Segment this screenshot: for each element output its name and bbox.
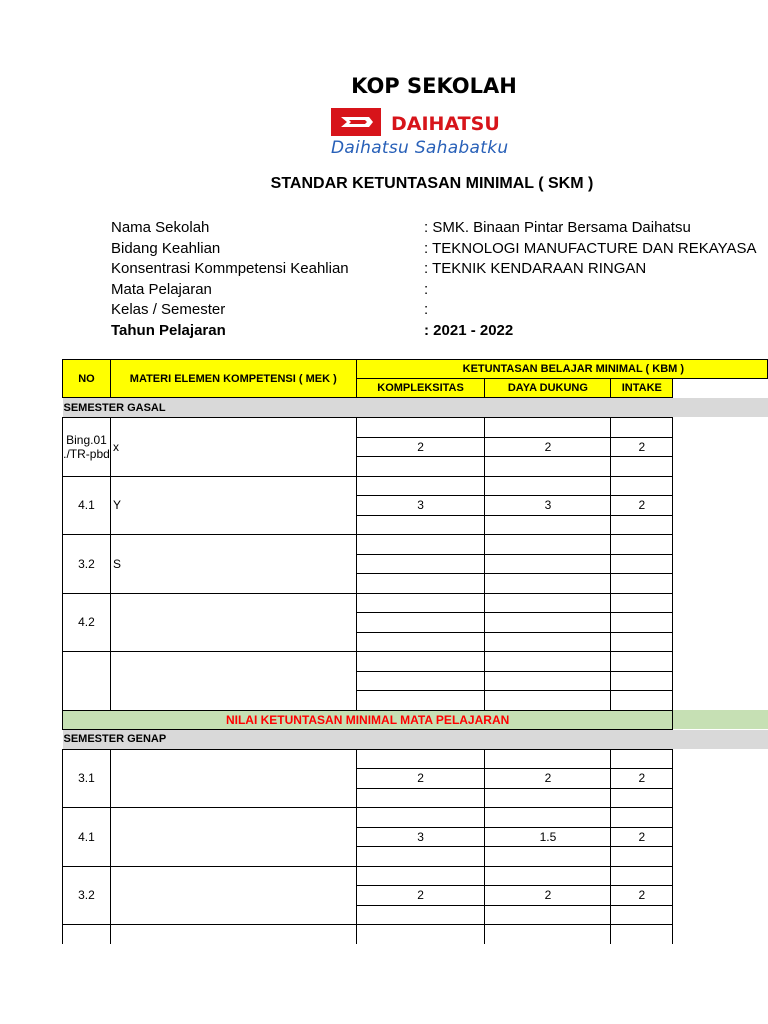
- info-label: Bidang Keahlian: [111, 239, 221, 257]
- cell-intake: [611, 866, 673, 886]
- cell-daya: [485, 476, 611, 496]
- cell-kompleksitas: [356, 671, 485, 691]
- empty-cell: [110, 925, 356, 944]
- row-spacer: [673, 613, 768, 633]
- table-row: [63, 418, 768, 438]
- row-number: 4.1: [63, 476, 111, 535]
- cell-daya: [485, 632, 611, 652]
- skm-table: [62, 359, 768, 944]
- cell-intake: 2: [611, 827, 673, 847]
- info-label: Nama Sekolah: [111, 219, 210, 236]
- row-number: 3.2: [63, 866, 111, 925]
- row-spacer: [673, 671, 768, 691]
- cell-kompleksitas: 2: [356, 886, 485, 906]
- cell-daya: [485, 652, 611, 672]
- col-header-kbm: KETUNTASAN BELAJAR MINIMAL ( KBM ): [356, 360, 767, 379]
- cell-daya: [485, 613, 611, 633]
- info-value: :: [424, 280, 429, 298]
- cell-intake: [611, 671, 673, 691]
- info-label: Kelas / Semester: [111, 301, 226, 318]
- cell-kompleksitas: [356, 476, 485, 496]
- cell-intake: [611, 632, 673, 652]
- cell-intake: [611, 847, 673, 867]
- cell-intake: [611, 535, 673, 555]
- row-spacer: [673, 691, 768, 711]
- row-mek: [110, 593, 356, 652]
- cell-daya: [485, 788, 611, 808]
- cell-daya: 2: [485, 886, 611, 906]
- cell-kompleksitas: [356, 905, 485, 925]
- skm-table-wrapper: [62, 359, 768, 959]
- row-spacer: [673, 866, 768, 886]
- row-number: 4.1: [63, 808, 111, 867]
- cell-daya: 1.5: [485, 827, 611, 847]
- info-label: Konsentrasi Kommpetensi Keahlian: [111, 260, 349, 277]
- table-row: [63, 925, 768, 944]
- row-spacer: [673, 476, 768, 496]
- cell-daya: 3: [485, 496, 611, 516]
- row-spacer: [673, 847, 768, 867]
- slogan: Daihatsu Sahabatku: [331, 138, 509, 158]
- row-spacer: [673, 788, 768, 808]
- cell-intake: [611, 476, 673, 496]
- empty-cell: [356, 925, 485, 944]
- info-row: [111, 321, 768, 342]
- row-spacer: [673, 925, 768, 944]
- table-row: [63, 749, 768, 769]
- empty-cell: [611, 925, 673, 944]
- cell-kompleksitas: 3: [356, 496, 485, 516]
- cell-daya: [485, 749, 611, 769]
- info-label: Mata Pelajaran: [111, 280, 212, 298]
- row-spacer: [673, 496, 768, 516]
- cell-intake: [611, 788, 673, 808]
- empty-cell: [63, 925, 111, 944]
- cell-daya: [485, 691, 611, 711]
- cell-kompleksitas: [356, 866, 485, 886]
- semester-row: [63, 398, 768, 418]
- info-row: [111, 239, 768, 260]
- col-header-intake: INTAKE: [611, 379, 673, 398]
- school-info: [111, 218, 768, 341]
- row-spacer: [673, 457, 768, 477]
- row-spacer: [673, 749, 768, 769]
- cell-daya: [485, 905, 611, 925]
- info-row: [111, 280, 768, 301]
- col-header-kompleksitas: KOMPLEKSITAS: [356, 379, 485, 398]
- cell-kompleksitas: [356, 613, 485, 633]
- cell-intake: [611, 418, 673, 438]
- row-mek: [110, 652, 356, 711]
- cell-daya: [485, 457, 611, 477]
- cell-daya: [485, 574, 611, 594]
- cell-kompleksitas: [356, 554, 485, 574]
- cell-kompleksitas: [356, 515, 485, 535]
- cell-kompleksitas: [356, 632, 485, 652]
- info-value: :: [424, 301, 429, 318]
- kop-sekolah-heading: KOP SEKOLAH: [351, 74, 517, 98]
- info-row: [111, 300, 768, 321]
- table-row: [63, 476, 768, 496]
- row-spacer: [673, 632, 768, 652]
- cell-intake: [611, 905, 673, 925]
- row-number: Bing.01 ./TR-pbd: [63, 418, 111, 477]
- info-row: [111, 259, 768, 280]
- daihatsu-logo: [331, 108, 513, 136]
- cell-intake: [611, 593, 673, 613]
- row-spacer: [673, 827, 768, 847]
- cell-kompleksitas: [356, 847, 485, 867]
- info-label: Tahun Pelajaran: [111, 321, 226, 339]
- row-mek: x: [110, 418, 356, 477]
- cell-intake: [611, 613, 673, 633]
- row-mek: Y: [110, 476, 356, 535]
- row-number: 4.2: [63, 593, 111, 652]
- row-spacer: [673, 535, 768, 555]
- cell-daya: [485, 593, 611, 613]
- cell-kompleksitas: [356, 652, 485, 672]
- table-row: [63, 535, 768, 555]
- info-value: : TEKNOLOGI MANUFACTURE DAN REKAYASA: [424, 239, 757, 257]
- cell-intake: 2: [611, 886, 673, 906]
- nilai-row: [63, 710, 768, 729]
- row-spacer: [673, 515, 768, 535]
- nilai-label: NILAI KETUNTASAN MINIMAL MATA PELAJARAN: [63, 710, 673, 729]
- cell-daya: [485, 535, 611, 555]
- row-spacer: [673, 808, 768, 828]
- semester-row: [63, 729, 768, 749]
- cell-kompleksitas: [356, 788, 485, 808]
- semester-label: SEMESTER GENAP: [63, 729, 768, 749]
- cell-daya: 2: [485, 769, 611, 789]
- cell-kompleksitas: [356, 535, 485, 555]
- cell-kompleksitas: [356, 593, 485, 613]
- info-row: [111, 218, 768, 239]
- row-mek: [110, 808, 356, 867]
- row-mek: [110, 866, 356, 925]
- info-value: : 2021 - 2022: [424, 321, 514, 339]
- row-mek: [110, 749, 356, 808]
- cell-daya: [485, 808, 611, 828]
- cell-kompleksitas: [356, 418, 485, 438]
- cell-intake: [611, 515, 673, 535]
- table-row: [63, 808, 768, 828]
- row-number: 3.2: [63, 535, 111, 594]
- row-number: [63, 652, 111, 711]
- info-value: : TEKNIK KENDARAAN RINGAN: [424, 260, 647, 277]
- cell-kompleksitas: 2: [356, 437, 485, 457]
- cell-daya: [485, 554, 611, 574]
- row-spacer: [673, 593, 768, 613]
- cell-intake: 2: [611, 496, 673, 516]
- cell-kompleksitas: [356, 749, 485, 769]
- col-header-daya-dukung: DAYA DUKUNG: [485, 379, 611, 398]
- document-title: STANDAR KETUNTASAN MINIMAL ( SKM ): [270, 175, 594, 192]
- row-spacer: [673, 710, 768, 729]
- info-value: : SMK. Binaan Pintar Bersama Daihatsu: [424, 219, 691, 236]
- cell-daya: 2: [485, 437, 611, 457]
- cell-intake: [611, 749, 673, 769]
- row-spacer: [673, 574, 768, 594]
- cell-intake: [611, 808, 673, 828]
- cell-intake: [611, 457, 673, 477]
- header-spacer: [673, 379, 768, 398]
- cell-kompleksitas: [356, 691, 485, 711]
- cell-intake: 2: [611, 769, 673, 789]
- cell-daya: [485, 515, 611, 535]
- cell-intake: [611, 554, 673, 574]
- row-spacer: [673, 554, 768, 574]
- col-header-mek: MATERI ELEMEN KOMPETENSI ( MEK ): [110, 360, 356, 398]
- cell-daya: [485, 671, 611, 691]
- cell-kompleksitas: 2: [356, 769, 485, 789]
- cell-daya: [485, 847, 611, 867]
- table-row: [63, 593, 768, 613]
- cell-intake: [611, 652, 673, 672]
- brand-text: DAIHATSU: [391, 113, 500, 135]
- cell-kompleksitas: [356, 574, 485, 594]
- row-mek: S: [110, 535, 356, 594]
- cell-kompleksitas: 3: [356, 827, 485, 847]
- row-spacer: [673, 437, 768, 457]
- table-row: [63, 652, 768, 672]
- cell-intake: [611, 574, 673, 594]
- row-spacer: [673, 418, 768, 438]
- row-spacer: [673, 886, 768, 906]
- row-spacer: [673, 769, 768, 789]
- cell-daya: [485, 418, 611, 438]
- cell-daya: [485, 866, 611, 886]
- col-header-no: NO: [63, 360, 111, 398]
- cell-kompleksitas: [356, 457, 485, 477]
- table-row: [63, 866, 768, 886]
- row-spacer: [673, 905, 768, 925]
- cell-kompleksitas: [356, 808, 485, 828]
- semester-label: SEMESTER GASAL: [63, 398, 768, 418]
- empty-cell: [485, 925, 611, 944]
- cell-intake: [611, 691, 673, 711]
- row-number: 3.1: [63, 749, 111, 808]
- cell-intake: 2: [611, 437, 673, 457]
- row-spacer: [673, 652, 768, 672]
